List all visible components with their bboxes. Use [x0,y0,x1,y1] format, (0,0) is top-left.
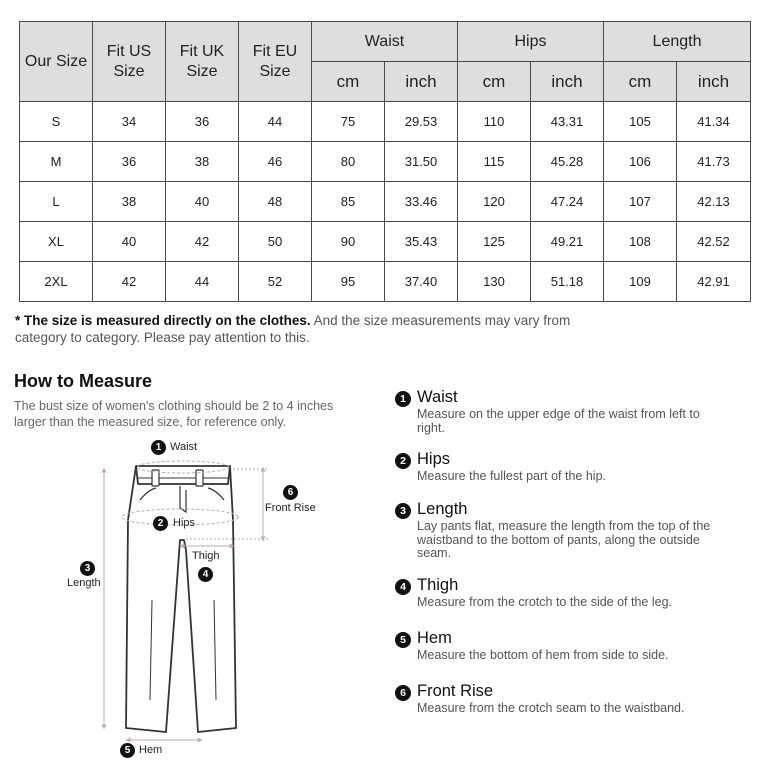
waist-number-badge: 1 [151,440,166,455]
measure-description: Measure on the upper edge of the waist from left to right. [417,407,700,435]
pants-outline [126,466,236,732]
table-cell: 43.31 [531,102,604,142]
how-to-measure-heading: How to Measure [14,371,153,391]
header-length-cm: cm [604,62,677,102]
table-cell: 45.28 [531,142,604,182]
table-cell: 75 [312,102,385,142]
table-cell: 52 [239,262,312,302]
table-cell: 109 [604,262,677,302]
table-cell: 46 [239,142,312,182]
measure-title: Hips [417,450,451,468]
hem-diagram-label: Hem [139,744,163,756]
measure-description: Lay pants flat, measure the length from the top of the waistband to the bottom of pants, along the outside seam. [417,519,711,560]
table-cell: 90 [312,222,385,262]
header-waist: Waist [312,22,458,62]
table-cell: S [20,102,93,142]
size-note-text: And the size measurements may vary from category to category. Please pay attention to this. [15,313,571,345]
header-fit-eu: Fit EU Size [239,22,312,102]
table-cell: 120 [458,182,531,222]
thigh-diagram-label: Thigh [192,550,220,562]
length-diagram-label: Length [67,577,101,589]
table-cell: 41.34 [677,102,751,142]
table-cell: 42.13 [677,182,751,222]
table-cell: M [20,142,93,182]
table-cell: 125 [458,222,531,262]
table-cell: 36 [93,142,166,182]
measure-title: Length [417,500,468,518]
table-cell: 33.46 [385,182,458,222]
table-cell: 110 [458,102,531,142]
number-badge: 2 [395,453,411,469]
table-cell: 2XL [20,262,93,302]
table-cell: 48 [239,182,312,222]
table-cell: 50 [239,222,312,262]
table-cell: XL [20,222,93,262]
table-cell: 42 [166,222,239,262]
table-cell: 107 [604,182,677,222]
table-cell: 108 [604,222,677,262]
table-cell: 106 [604,142,677,182]
table-cell: 49.21 [531,222,604,262]
thigh-number-badge: 4 [198,567,213,582]
header-waist-cm: cm [312,62,385,102]
table-cell: 85 [312,182,385,222]
table-cell: 29.53 [385,102,458,142]
table-cell: 51.18 [531,262,604,302]
measure-description: Measure from the crotch seam to the waistband. [417,701,685,715]
table-cell: 38 [166,142,239,182]
table-cell: 130 [458,262,531,302]
table-cell: 41.73 [677,142,751,182]
table-cell: 42.91 [677,262,751,302]
table-cell: 31.50 [385,142,458,182]
waist-diagram-label: Waist [170,441,198,453]
hem-number-badge: 5 [120,743,135,758]
measure-description: Measure from the crotch to the side of the leg. [417,595,672,609]
front-rise-diagram-label: Front Rise [265,502,316,514]
number-badge: 3 [395,503,411,519]
length-number-badge: 3 [80,561,95,576]
table-cell: 38 [93,182,166,222]
header-waist-inch: inch [385,62,458,102]
table-cell: 37.40 [385,262,458,302]
table-cell: 105 [604,102,677,142]
header-our-size: Our Size [20,22,93,102]
header-fit-uk: Fit UK Size [166,22,239,102]
header-length: Length [604,22,751,62]
table-cell: 36 [166,102,239,142]
measure-title: Hem [417,629,452,647]
table-cell: 80 [312,142,385,182]
table-cell: 115 [458,142,531,182]
table-cell: 44 [166,262,239,302]
header-fit-us: Fit US Size [93,22,166,102]
table-cell: 44 [239,102,312,142]
hips-number-badge: 2 [153,516,168,531]
table-cell: 42.52 [677,222,751,262]
measure-description: Measure the fullest part of the hip. [417,469,606,483]
number-badge: 6 [395,685,411,701]
table-cell: 40 [93,222,166,262]
header-hips: Hips [458,22,604,62]
table-cell: L [20,182,93,222]
measure-title: Thigh [417,576,459,594]
measure-description: Measure the bottom of hem from side to side. [417,648,669,662]
number-badge: 5 [395,632,411,648]
how-to-measure-description: The bust size of women's clothing should be 2 to 4 inches larger than the measured size, for reference only. [14,399,334,429]
table-cell: 95 [312,262,385,302]
header-length-inch: inch [677,62,751,102]
table-cell: 47.24 [531,182,604,222]
size-note-bold: * The size is measured directly on the clothes. [15,313,311,328]
measure-title: Front Rise [417,682,494,700]
header-hips-inch: inch [531,62,604,102]
measure-title: Waist [417,388,458,406]
table-cell: 40 [166,182,239,222]
number-badge: 1 [395,391,411,407]
hips-diagram-label: Hips [173,517,196,529]
table-cell: 34 [93,102,166,142]
front-rise-number-badge: 6 [283,485,298,500]
table-cell: 42 [93,262,166,302]
number-badge: 4 [395,579,411,595]
header-hips-cm: cm [458,62,531,102]
table-cell: 35.43 [385,222,458,262]
